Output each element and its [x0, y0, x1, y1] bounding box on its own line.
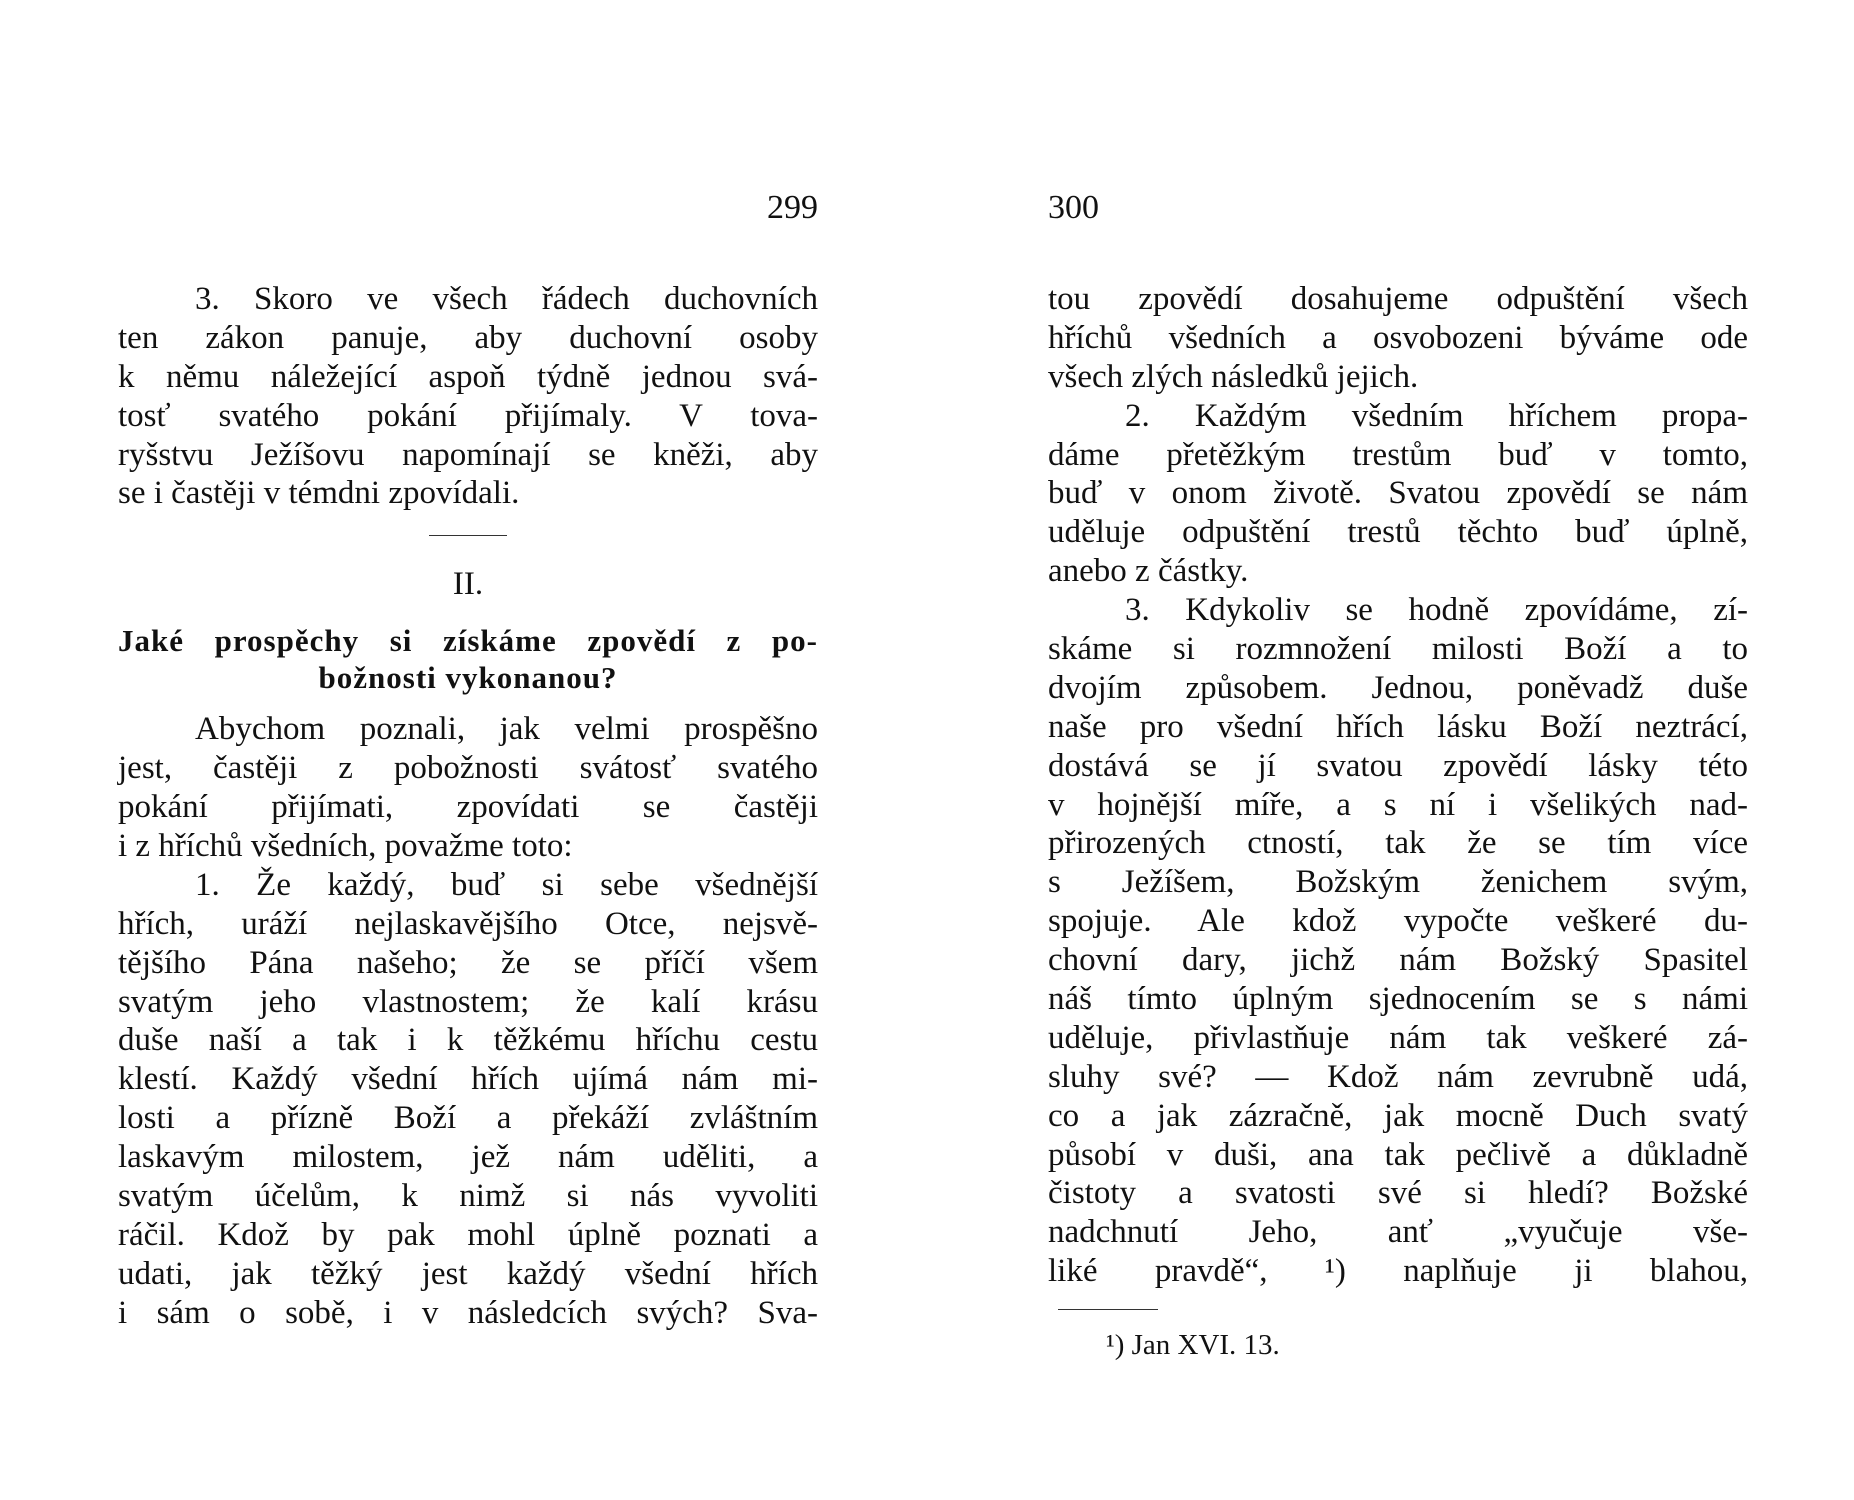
text-line: i z hříchů všedních, považme toto:: [118, 828, 573, 865]
page-body: [1048, 280, 1748, 1362]
text-line: působí v duši, ana tak pečlivě a důkladně: [1048, 1136, 1748, 1173]
text-line: liké pravdě“, ¹) naplňuje ji blahou,: [1048, 1253, 1748, 1290]
text-line: uděluje, přivlastňuje nám tak veškeré zá-: [1048, 1019, 1748, 1056]
text-line: náš tímto úplným sjednocením se s námi: [1048, 981, 1748, 1018]
text-line: se i častěji v témdni zpovídali.: [118, 475, 520, 512]
text-line: nadchnutí Jeho, anť „vyučuje vše-: [1048, 1214, 1748, 1251]
text-line: s Ježíšem, Božským ženichem svým,: [1048, 864, 1748, 901]
text-line: chovní dary, jichž nám Božský Spasitel: [1048, 942, 1748, 979]
heading-line: božnosti vykonanou?: [318, 660, 618, 696]
text-line: skáme si rozmnožení milosti Boží a to: [1048, 631, 1748, 668]
text-line: hříchů všedních a osvobozeni býváme ode: [1048, 319, 1748, 356]
section-divider: [429, 535, 507, 536]
text-line: tosť svatého pokání přijímaly. V tova-: [118, 397, 818, 434]
text-line: duše naší a tak i k těžkému hříchu cestu: [118, 1022, 818, 1059]
intro-paragraph: [118, 710, 818, 866]
text-line: čistoty a svatosti své si hledí? Božské: [1048, 1175, 1748, 1212]
section-heading: [118, 622, 818, 696]
text-line: 3. Skoro ve všech řádech duchovních: [195, 281, 818, 317]
footnote-divider: [1058, 1309, 1158, 1310]
text-line: laskavým milostem, jež nám uděliti, a: [118, 1139, 818, 1176]
text-line: pokání přijímati, zpovídati se častěji: [118, 789, 818, 826]
text-line: udati, jak těžký jest každý všední hřích: [118, 1255, 818, 1292]
right-page: [1048, 0, 1748, 1500]
page-number: 299: [767, 189, 818, 226]
page-body: [118, 280, 818, 1333]
text-line: ráčil. Kdož by pak mohl úplně poznati a: [118, 1216, 818, 1253]
text-line: 2. Každým všedním hříchem propa-: [1125, 397, 1748, 434]
page-number: 300: [1048, 189, 1099, 226]
point-3-paragraph: [1048, 591, 1748, 1291]
footnote: ¹) Jan XVI. 13.: [1106, 1329, 1280, 1362]
point-2-paragraph: [1048, 397, 1748, 591]
heading-line: Jaké prospěchy si získáme zpovědí z po-: [118, 623, 818, 659]
point-1-paragraph: [118, 866, 818, 1333]
text-line: klestí. Každý všední hřích ujímá nám mi-: [118, 1061, 818, 1098]
text-line: 1. Že každý, buď si sebe všednější: [195, 866, 818, 903]
text-line: ryšstvu Ježíšovu napomínají se kněži, aby: [118, 436, 818, 473]
text-line: hřích, uráží nejlaskavějšího Otce, nejsvě-: [118, 905, 818, 942]
text-line: Abychom poznali, jak velmi prospěšno: [195, 711, 818, 748]
text-line: 3. Kdykoliv se hodně zpovídáme, zí-: [1125, 592, 1748, 629]
text-line: dáme přetěžkým trestům buď v tomto,: [1048, 436, 1748, 473]
text-line: co a jak zázračně, jak mocně Duch svatý: [1048, 1097, 1748, 1134]
text-line: buď v onom životě. Svatou zpovědí se nám: [1048, 475, 1748, 512]
text-line: tou zpovědí dosahujeme odpuštění všech: [1048, 281, 1748, 317]
text-line: svatým jeho vlastnostem; že kalí krásu: [118, 983, 818, 1020]
continuation-paragraph: [1048, 280, 1748, 397]
text-line: jest, častěji z pobožnosti svátosť svatého: [118, 750, 818, 787]
text-line: všech zlých následků jejich.: [1048, 358, 1419, 395]
text-line: k němu náležející aspoň týdně jednou svá-: [118, 358, 818, 395]
text-line: v hojnější míře, a s ní i všelikých nad-: [1048, 786, 1748, 823]
text-line: naše pro všední hřích lásku Boží neztrácí,: [1048, 708, 1748, 745]
text-line: sluhy své? — Kdož nám zevrubně udá,: [1048, 1058, 1748, 1095]
text-line: uděluje odpuštění trestů těchto buď úplně,: [1048, 514, 1748, 551]
text-line: spojuje. Ale kdož vypočte veškeré du-: [1048, 903, 1748, 940]
paragraph-3: [118, 280, 818, 513]
text-line: svatým účelům, k nimž si nás vyvoliti: [118, 1178, 818, 1215]
text-line: dostává se jí svatou zpovědí lásky této: [1048, 747, 1748, 784]
text-line: losti a přízně Boží a překáží zvláštním: [118, 1100, 818, 1137]
text-line: anebo z částky.: [1048, 553, 1249, 590]
text-line: dvojím způsobem. Jednou, poněvadž duše: [1048, 669, 1748, 706]
text-line: tějšího Pána našeho; že se příčí všem: [118, 944, 818, 981]
left-page: [118, 0, 818, 1500]
text-line: ten zákon panuje, aby duchovní osoby: [118, 319, 818, 356]
section-numeral: II.: [452, 566, 484, 603]
text-line: přirozených ctností, tak že se tím více: [1048, 825, 1748, 862]
text-line: i sám o sobě, i v následcích svých? Sva-: [118, 1294, 818, 1331]
